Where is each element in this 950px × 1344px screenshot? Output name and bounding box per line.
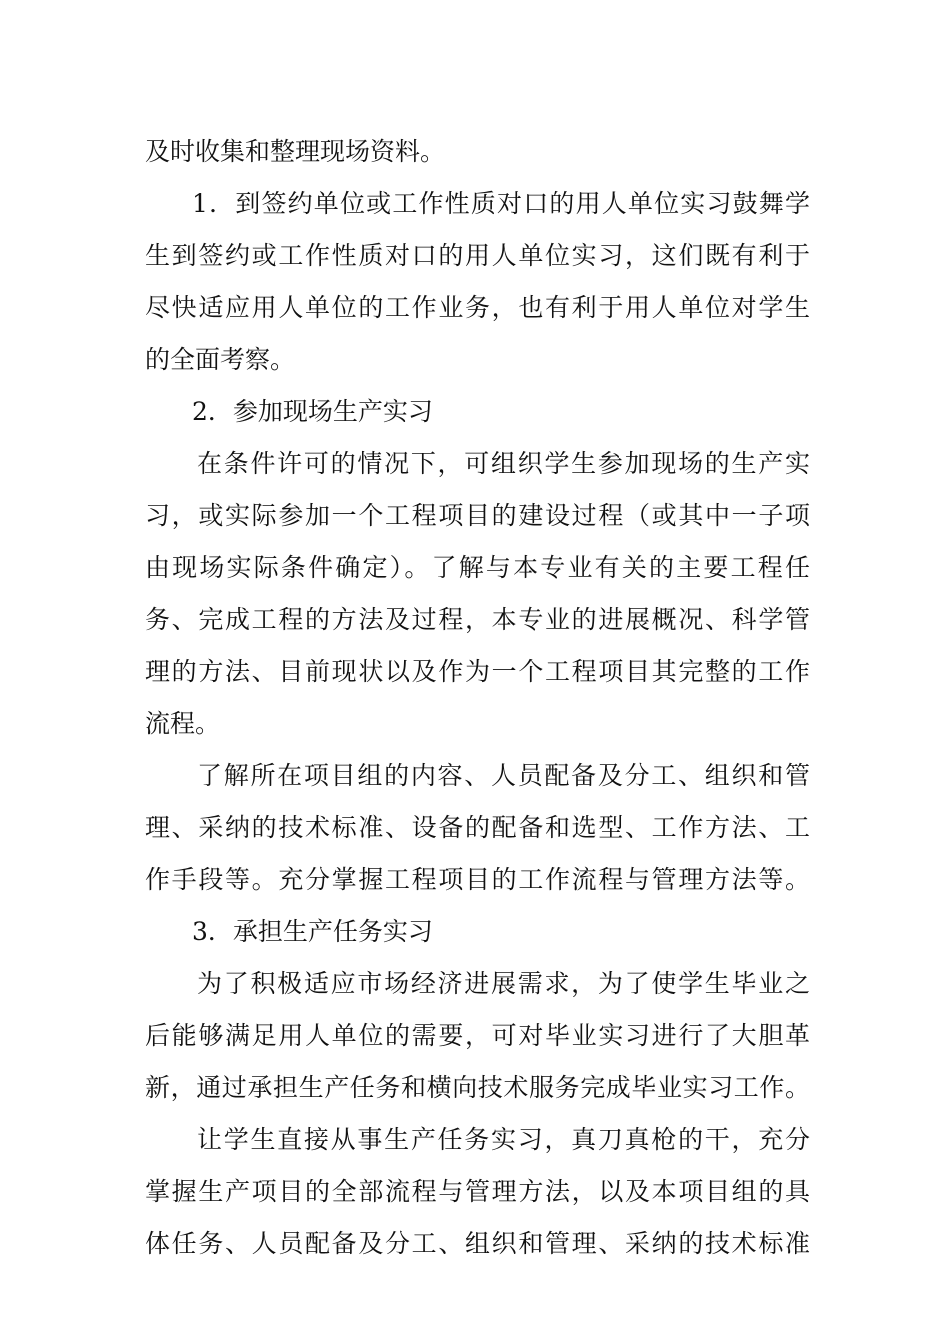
section-heading: 2．参加现场生产实习 — [192, 397, 433, 426]
text-line: 理、采纳的技术标准、设备的配备和选型、工作方法、工 — [145, 813, 810, 842]
section-heading: 3．承担生产任务实习 — [192, 917, 433, 946]
text-line: 体任务、人员配备及分工、组织和管理、采纳的技术标准 — [145, 1229, 810, 1258]
text-line: 新，通过承担生产任务和横向技术服务完成毕业实习工作。 — [145, 1073, 810, 1102]
text-line: 由现场实际条件确定）。了解与本专业有关的主要工程任 — [145, 553, 810, 582]
text-line: 务、完成工程的方法及过程，本专业的进展概况、科学管 — [145, 605, 810, 634]
numbered-heading: 1．到签约单位或工作性质对口的用人单位实习鼓舞学 — [192, 189, 810, 218]
text-line: 后能够满足用人单位的需要，可对毕业实习进行了大胆革 — [145, 1021, 810, 1050]
text-line: 习，或实际参加一个工程项目的建设过程（或其中一子项 — [145, 501, 810, 530]
text-line: 作手段等。充分掌握工程项目的工作流程与管理方法等。 — [145, 865, 810, 894]
text-line: 流程。 — [145, 709, 221, 738]
text-line: 的全面考察。 — [145, 345, 296, 374]
text-line: 掌握生产项目的全部流程与管理方法，以及本项目组的具 — [145, 1177, 810, 1206]
text-line: 及时收集和整理现场资料。 — [145, 137, 446, 166]
paragraph-first-line: 为了积极适应市场经济进展需求，为了使学生毕业之 — [197, 969, 810, 998]
paragraph-first-line: 了解所在项目组的内容、人员配备及分工、组织和管 — [197, 761, 810, 790]
text-line: 尽快适应用人单位的工作业务，也有利于用人单位对学生 — [145, 293, 810, 322]
text-line: 生到签约或工作性质对口的用人单位实习，这们既有利于 — [145, 241, 810, 270]
text-line: 理的方法、目前现状以及作为一个工程项目其完整的工作 — [145, 657, 810, 686]
paragraph-first-line: 让学生直接从事生产任务实习，真刀真枪的干，充分 — [197, 1125, 810, 1154]
paragraph-first-line: 在条件许可的情况下，可组织学生参加现场的生产实 — [197, 449, 810, 478]
